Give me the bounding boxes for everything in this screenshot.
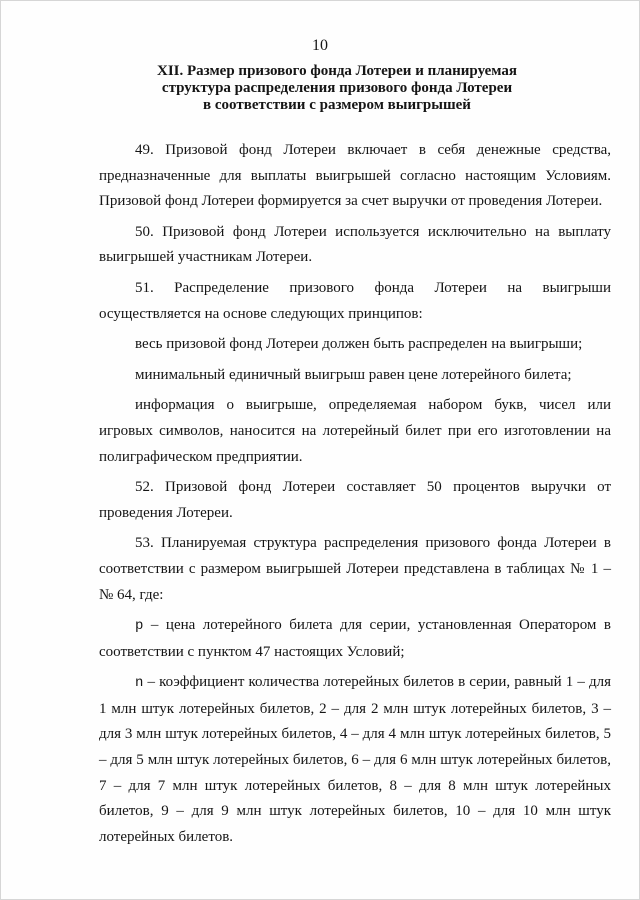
paragraph-50: 50. Призовой фонд Лотереи используется исключительно на выплату выигрышей участникам Лотереи. [99, 223, 611, 266]
definition-n [99, 670, 611, 850]
principle-item: минимальный единичный выигрыш равен цене лотерейного билета; [135, 366, 572, 383]
symbol-n: n [135, 675, 144, 692]
paragraph-53: 53. Планируемая структура распределения призового фонда Лотереи в соответствии с размером выигрышей Лотереи представлена в таблицах № 1 – № 64, где: [99, 535, 611, 603]
heading-line: структура распределения призового фонда Лотереи [161, 80, 513, 96]
definition-n-text: – коэффициент количества лотерейных билетов в серии, равный 1 – для 1 млн штук лотерейных билетов, 2 – для 2 млн штук лотерейных билетов, 3 – для 3 млн штук лотерейных билетов, 4 – для 4 млн штук лотерейных билетов, 5 – для 5 млн штук лотерейных билетов, 6 – для 6 млн штук лотерейных билетов, 7 – для 7 млн штук лотерейных билетов, 8 – для 8 млн штук лотерейных билетов, 9 – для 9 млн штук лотерейных билетов, 10 – для 10 млн штук лотерейных билетов. [99, 674, 611, 845]
definition-p [99, 613, 611, 665]
page-number: 10 [312, 37, 328, 54]
definition-p-text: – цена лотерейного билета для серии, установленная Оператором в соответствии с пунктом 47 настоящих Условий; [99, 617, 611, 660]
heading-line: XII. Размер призового фонда Лотереи и планируемая [156, 63, 518, 79]
principle-item: весь призовой фонд Лотереи должен быть распределен на выигрыши; [135, 336, 583, 353]
symbol-p: р [135, 618, 144, 635]
heading-line: в соответствии с размером выигрышей [203, 97, 471, 113]
document-body [99, 138, 611, 855]
section-heading [151, 63, 523, 114]
principle-item: информация о выигрыше, определяемая набором букв, чисел или игровых символов, наносится на лотерейный билет при его изготовлении на полиграфическом предприятии. [99, 397, 611, 465]
paragraph-51: 51. Распределение призового фонда Лотереи на выигрыши осуществляется на основе следующих принципов: [99, 279, 611, 322]
paragraph-52: 52. Призовой фонд Лотереи составляет 50 процентов выручки от проведения Лотереи. [99, 479, 611, 521]
paragraph-49: 49. Призовой фонд Лотереи включает в себя денежные средства, предназначенные для выплаты выигрышей согласно настоящим Условиям. Призовой фонд Лотереи формируется за счет выручки от проведения Лотереи. [99, 142, 611, 210]
